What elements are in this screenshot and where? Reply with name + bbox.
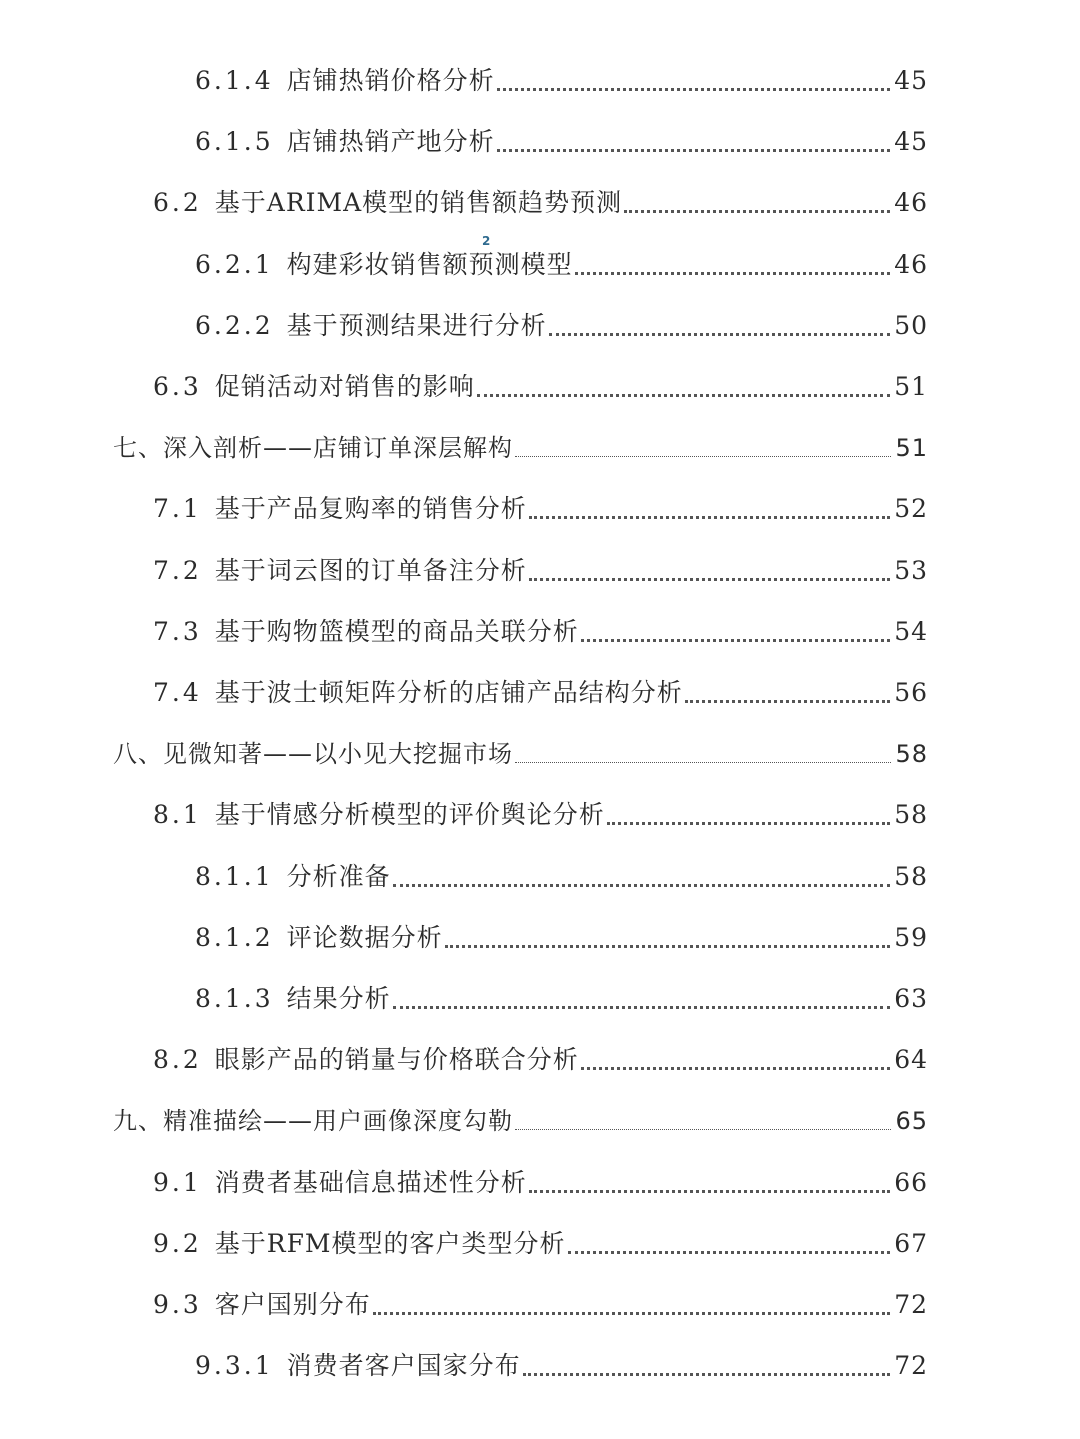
toc-entry-title: 基于词云图的订单备注分析 [214,555,527,585]
toc-entry[interactable] [153,1163,928,1203]
dot-leader [523,1373,891,1376]
dot-leader [393,1006,891,1009]
toc-entry[interactable] [195,918,928,958]
toc-entry-number: 6.3 [153,372,202,401]
toc-entry-title: 基于预测结果进行分析 [286,310,547,340]
toc-entry[interactable] [153,183,928,223]
toc-entry[interactable] [195,1346,928,1386]
toc-entry-title: 基于产品复购率的销售分析 [214,494,527,524]
toc-entry-page: 63 [894,984,928,1013]
toc-entry-number: 6.1.4 [195,66,274,95]
toc-entry-number: 6.2.2 [195,310,274,340]
toc-entry[interactable] [195,979,928,1019]
toc-entry[interactable] [153,551,928,591]
dot-leader [393,884,891,887]
toc-entry-page: 46 [894,249,928,279]
toc-entry[interactable] [113,734,928,774]
dot-leader [607,822,890,825]
toc-entry-title: 七、深入剖析——店铺订单深层解构 [113,434,513,463]
toc-entry-title: 促销活动对销售的影响 [214,372,475,401]
toc-entry-title: 店铺热销价格分析 [286,66,495,95]
toc-entry-title: 店铺热销产地分析 [286,127,495,157]
toc-entry[interactable] [153,1040,928,1080]
toc-entry-page: 45 [894,127,928,157]
toc-entry-title: 基于RFM模型的客户类型分析 [214,1228,566,1258]
dot-leader [497,88,891,91]
toc-entry-number: 8.1.2 [195,922,274,952]
toc-entry[interactable] [153,1285,928,1325]
toc-entry-title: 基于购物篮模型的商品关联分析 [214,616,579,646]
dot-leader [515,1129,891,1130]
dot-leader [515,456,891,457]
toc-entry-number: 8.1.3 [195,984,274,1013]
toc-entry-title: 基于情感分析模型的评价舆论分析 [214,800,605,830]
dot-leader [685,700,890,703]
toc-entry[interactable] [195,306,928,346]
toc-entry-number: 7.1 [153,494,202,524]
dot-leader [477,394,890,397]
dot-leader [373,1312,890,1315]
dot-leader [529,578,890,581]
footnote-mark: 2 [482,234,491,248]
toc-entry-title: 评论数据分析 [286,922,443,952]
toc-entry[interactable] [153,673,928,713]
toc-entry-title: 基于ARIMA模型的销售额趋势预测 [214,188,623,218]
toc-entry-page: 58 [894,800,928,830]
toc-entry-page: 72 [894,1290,928,1319]
toc-entry[interactable] [195,61,928,101]
toc-entry-page: 58 [894,861,928,891]
toc-entry-page: 56 [894,678,928,707]
toc-entry-number: 8.2 [153,1045,202,1075]
toc-entry-title: 眼影产品的销量与价格联合分析 [214,1045,579,1075]
toc-entry-page: 67 [894,1228,928,1258]
toc-entry[interactable] [195,857,928,897]
toc-entry-page: 59 [894,922,928,952]
dot-leader [445,945,891,948]
toc-entry-page: 58 [895,740,928,769]
dot-leader [575,272,891,275]
toc-entry-title: 消费者客户国家分布 [286,1351,521,1381]
toc-entry-title: 八、见微知著——以小见大挖掘市场 [113,740,513,769]
toc-entry[interactable] [113,1101,928,1141]
toc-entry[interactable] [113,428,928,468]
toc-entry-page: 65 [895,1107,928,1136]
toc-entry-number: 6.2.1 [195,249,274,279]
toc-entry-page: 54 [894,616,928,646]
toc-entry-page: 51 [895,434,928,463]
dot-leader [549,333,891,336]
toc-entry-page: 66 [894,1167,928,1197]
toc-entry-number: 9.3 [153,1290,202,1319]
toc-entry-number: 7.4 [153,678,202,707]
toc-entry-title: 客户国别分布 [214,1290,371,1319]
toc-entry-page: 53 [894,555,928,585]
toc-entry-title: 基于波士顿矩阵分析的店铺产品结构分析 [214,678,683,707]
toc-entry-title: 分析准备 [286,861,391,891]
toc-entry-page: 64 [894,1045,928,1075]
toc-entry-page: 45 [894,66,928,95]
dot-leader [581,639,890,642]
dot-leader [515,762,891,763]
toc-entry-title: 构建彩妆销售额预测模型 [286,249,573,279]
toc-entry-number: 9.3.1 [195,1351,274,1381]
dot-leader [624,210,890,213]
toc-entry-page: 50 [894,310,928,340]
toc-entry-page: 51 [894,372,928,401]
dot-leader [497,149,891,152]
toc-entry[interactable] [153,612,928,652]
dot-leader [581,1067,890,1070]
toc-entry-number: 7.3 [153,616,202,646]
toc-entry-number: 6.2 [153,188,202,218]
toc-entry[interactable] [153,489,928,529]
toc-entry[interactable] [195,122,928,162]
toc-entry[interactable] [195,245,928,285]
toc-entry-number: 8.1 [153,800,202,830]
toc-entry[interactable] [153,367,928,407]
toc-entry[interactable] [153,795,928,835]
toc-entry-number: 6.1.5 [195,127,274,157]
toc-entry-number: 9.2 [153,1228,202,1258]
toc-entry-number: 7.2 [153,555,202,585]
dot-leader [529,516,890,519]
toc-entry-page: 46 [894,188,928,218]
dot-leader [529,1190,890,1193]
toc-entry-page: 72 [894,1351,928,1381]
toc-entry-page: 52 [894,494,928,524]
toc-entry-title: 九、精准描绘——用户画像深度勾勒 [113,1107,513,1136]
toc-entry-number: 8.1.1 [195,861,274,891]
dot-leader [568,1251,891,1254]
toc-entry-title: 消费者基础信息描述性分析 [214,1167,527,1197]
toc-entry-title: 结果分析 [286,984,391,1013]
toc-entry[interactable] [153,1224,928,1264]
toc-entry-number: 9.1 [153,1167,202,1197]
